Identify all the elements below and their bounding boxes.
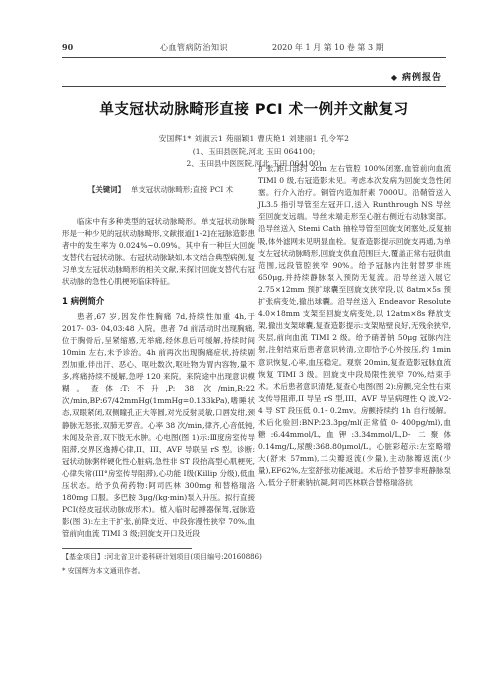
page-number: 90 bbox=[62, 42, 74, 52]
corresponding-footnote: * 安国辉为本文通讯作者。 bbox=[62, 567, 145, 575]
author-list: 安国辉1* 刘淑云1 苑丽颖1 曹庆艳1 刘建丽1 孔令军2 bbox=[158, 134, 350, 143]
case-paragraph: 患者,67 岁,因发作性胸痛 7d,持续性加重 4h,于 2017- 03- 04,03:48 入院。患者 7d 前活动时出现胸痛,位于胸骨后,呈紧缩感,无举痛,经休息后可缓解,持续时间 10min 左右,未予诊治。4h 前再次出现胸痛症状,持续剧烈加重,伴出汗、恶心、呕吐数次,呕吐物为胃内容物,量不多,疼痛持续不缓解,急呼 120 来院。来院途中出现意识模糊。查体:T:不升,P: 38 次/min,R:22 次/min,BP:67/42mmHg(1mmHg=0.133kPa),嗜睡状态,双眼紧闭,双侧瞳孔正大等圆,对光反射灵敏,口唇发绀,颈静脉无怒张,双肺无罗音。心率 38 次/min,律齐,心音低钝,未闻及杂音,双下肢无水肿。心电图(图 1)示:Ⅲ度房室传导阻滞,交界区逸搏心律,II、III、AVF 导联呈 rS 型。诊断:冠状动脉粥样硬化性心脏病,急性非 ST 段抬高型心肌梗死,心律失常(III°房室传导阻滞),心功能 I级(Killip 分级),低血压状态。给予负荷药物:阿司匹林 300mg 和替格瑞洛 180mg 口服。多巴胺 3μg/(kg·min)泵入升压。拟行直接 PCI(经皮冠状动脉成形术)。植入临时起搏器保驾,冠脉造影(图 3):左主干扩张,前降支近、中段弥漫性狭窄 70%,血管前向血流 TIMI 3 级;回旋支开口及近段 bbox=[62, 311, 255, 539]
fund-footnote: 【基金项目】:河北省卫计委科研计划项目(项目编号:20160886) bbox=[62, 553, 262, 561]
keywords bbox=[88, 184, 233, 195]
intro-paragraph: 临床中有多种类型的冠状动脉畸形。单支冠状动脉畸形是一种少见的冠状动脉畸形,文献报道[1-2]在冠脉造影患者中的发生率为 0.024%~0.09%。其中有一种巨大回旋支替代右冠状动脉。右冠状动脉缺如,本文结合典型病例,复习单支左冠状动脉畸形的相关文献,来探讨回旋支替代右冠状动脉的急性心肌梗死临床特征。 bbox=[62, 217, 255, 287]
affiliation-2: 2、玉田县中医医院,河北 玉田 064100) bbox=[186, 159, 322, 168]
section-rule bbox=[62, 86, 446, 87]
section-label: 病例报告 bbox=[401, 73, 442, 83]
running-header bbox=[62, 42, 446, 56]
issue-info: 2020 年 1 月 第 10 卷 第 3 期 bbox=[272, 43, 384, 52]
right-column-paragraph: 扩张,距口部约 2cm 左右管腔 100%闭塞,血管前向血流 TIMI 0 级,右冠造影未见。考虑本次发病为回旋支急性闭塞。行介入治疗。铜管内造加肝素 7000U。沿鞘管送入 JL3.5 指引导管至左冠开口,送入 Runthrough NS 导丝至回旋支远端。导丝未端走形至心脏右侧近右动脉窦部。沿导丝送入 Stemi Cath 抽栓导管至回旋支闭塞处,反复抽吸,体外滤网未见明显血栓。复查造影提示回旋支再通,为单支左冠状动脉畸形,回旋支供血范围巨大,覆盖正常右冠供血范围,远段管腔狭窄 90%。给予冠脉内注射替罗非班 650μg,并持续静脉泵入预防无复流。沿导丝送入展它 2.75×12mm 预扩球囊至回旋支狭窄段,以 8atm×5s 预扩张病变处,撤出球囊。沿导丝送入 Endeavor Resolute 4.0×18mm 支架至回旋支病变处,以 12atm×8s 释放支架,撤出支架球囊,复查造影提示:支架贴壁良好,无残余狭窄,夹层,前向血流 TIMI 2 级。给予硝普钠 50μg 冠脉内注射,注射结束后患者意识转清,立即恰予心外按压,约 1min 意识恢复,心率,血压稳定。观察 20min,复查造影冠脉血流恢复 TIMI 3 级。回旋支中段局限性狭窄 70%,结束手术。术后患者意识清楚,复查心电图(图 2):房颤,完全性右束支传导阻滞,II 导呈 rS 型,III、AVF 导呈病理性 Q 波,V2- 4 导 ST 段压低 0.1- 0.2mv。房颤持续约 1h 自行缓解。术后化验回:BNP:23.3pg/ml(正常值 0- 400pg/ml),血糖:6.44mmol/L,血钾:3.34mmol/L,D- 二聚体 0.14mg/L,尿酸:368.80μmol/L。心脏彩超示:左室略增大(舒末 57mm),二尖瓣返流(少量),主动脉瓣返流(少量),EF62%,左室舒张功能减退。术后给予替罗非班静脉泵入,低分子肝素钠抗凝,阿司匹林联合替格瑞洛抗 bbox=[258, 164, 451, 488]
journal-name: 心血管病防治知识 bbox=[160, 43, 228, 52]
diamond-icon: ◆ bbox=[390, 72, 398, 82]
footnote-rule bbox=[62, 548, 192, 549]
left-column bbox=[62, 216, 255, 542]
right-column bbox=[258, 163, 451, 583]
keywords-label: 【关键词】 bbox=[88, 185, 125, 194]
section-tag bbox=[391, 70, 442, 83]
keywords-text: 单支冠状动脉畸形;直接 PCI 术 bbox=[130, 185, 234, 194]
section-heading: 1 病例简介 bbox=[62, 295, 105, 306]
header-rule bbox=[62, 57, 446, 58]
affiliation-1: (1、玉田县医院,河北 玉田 064100; bbox=[192, 147, 316, 156]
article-title: 单支冠状动脉畸形直接 PCI 术一例并文献复习 bbox=[99, 102, 409, 118]
